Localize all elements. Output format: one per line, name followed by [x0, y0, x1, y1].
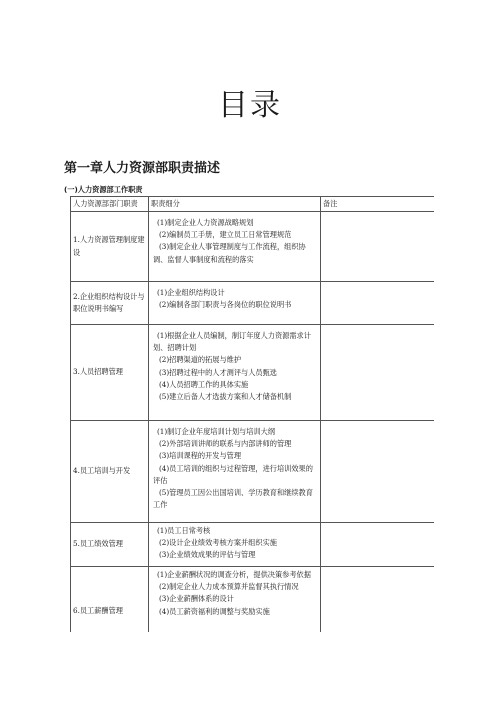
detail-item: (3)企业绩效成果的评估与管理 [159, 550, 256, 560]
table-row [71, 567, 435, 633]
detail-item: (2)招聘渠道的拓展与维护 [159, 355, 242, 365]
document-title: 目录 [218, 88, 282, 123]
detail-item: (2)设计企业绩效考核方案并组织实施 [159, 538, 277, 548]
duty-cell: 4.员工培训与开发 [71, 421, 149, 523]
table-row [71, 523, 435, 567]
duty-cell: 6.员工薪酬管理 [71, 567, 149, 633]
header-cell-note: 备注 [321, 197, 435, 212]
detail-item: (2)编制员工手册，建立员工日常管理规范 [159, 230, 292, 240]
details-cell [149, 282, 321, 325]
detail-item: (1)制定企业人力资源战略规划 [157, 218, 254, 227]
note-cell [321, 282, 435, 325]
detail-item: (3)制定企业人事管理制度与工作流程，组织协调、监督人事制度和流程的落实 [153, 242, 306, 264]
detail-item: (5)建立后备人才选拔方案和人才储备机制 [159, 392, 292, 402]
detail-item: (1)企业薪酬状况的调查分析，提供决策参考依据 [157, 570, 311, 579]
detail-item: (2)编制各部门职责与各岗位的职位说明书 [159, 300, 292, 310]
section-heading: (一)人力资源部工作职责 [64, 185, 143, 194]
table-row [71, 421, 435, 523]
duty-cell: 2.企业组织结构设计与职位说明书编写 [71, 282, 149, 325]
duty-cell: 5.员工绩效管理 [71, 523, 149, 567]
chapter-heading: 第一章人力资源部职责描述 [64, 161, 221, 176]
table-row [71, 212, 435, 282]
note-cell [321, 325, 435, 421]
duty-table [70, 196, 434, 632]
detail-item: (1)制订企业年度培训计划与培训大纲 [157, 427, 275, 436]
detail-item: (3)培训课程的开发与管理 [159, 451, 242, 461]
detail-item: (3)招聘过程中的人才测评与人员甄选 [159, 367, 277, 377]
details-cell [149, 325, 321, 421]
note-cell [321, 212, 435, 282]
table-row [71, 282, 435, 325]
detail-item: (2)制定企业人力成本预算并监督其执行情况 [159, 582, 299, 592]
duty-cell: 3.人员招聘管理 [71, 325, 149, 421]
header-cell-details: 职责细分 [149, 197, 321, 212]
detail-item: (2)外部培训讲师的联系与内部讲师的管理 [159, 439, 292, 449]
table-row [71, 325, 435, 421]
details-cell [149, 567, 321, 633]
duty-table-container [70, 196, 434, 632]
details-cell [149, 421, 321, 523]
details-cell [149, 212, 321, 282]
detail-item: (1)员工日常考核 [157, 526, 211, 535]
note-cell [321, 523, 435, 567]
duty-cell: 1.人力资源管理制度建设 [71, 212, 149, 282]
details-cell [149, 523, 321, 567]
note-cell [321, 421, 435, 523]
detail-item: (4)员工培训的组织与过程管理，进行培训效果的评估 [153, 463, 313, 485]
detail-item: (4)员工薪资福利的调整与奖励实施 [159, 606, 270, 616]
table-header-row [71, 197, 435, 212]
detail-item: (1)企业组织结构设计 [157, 288, 225, 297]
detail-item: (5)管理员工因公出国培训、学历教育和继续教育工作 [153, 488, 313, 510]
detail-item: (1)根据企业人员编制，制订年度人力资源需求计划、招聘计划 [153, 331, 311, 353]
detail-item: (4)人员招聘工作的具体实施 [159, 379, 249, 389]
note-cell [321, 567, 435, 633]
detail-item: (3)企业薪酬体系的设计 [159, 594, 234, 604]
header-cell-duty: 人力资源部部门职责 [71, 197, 149, 212]
